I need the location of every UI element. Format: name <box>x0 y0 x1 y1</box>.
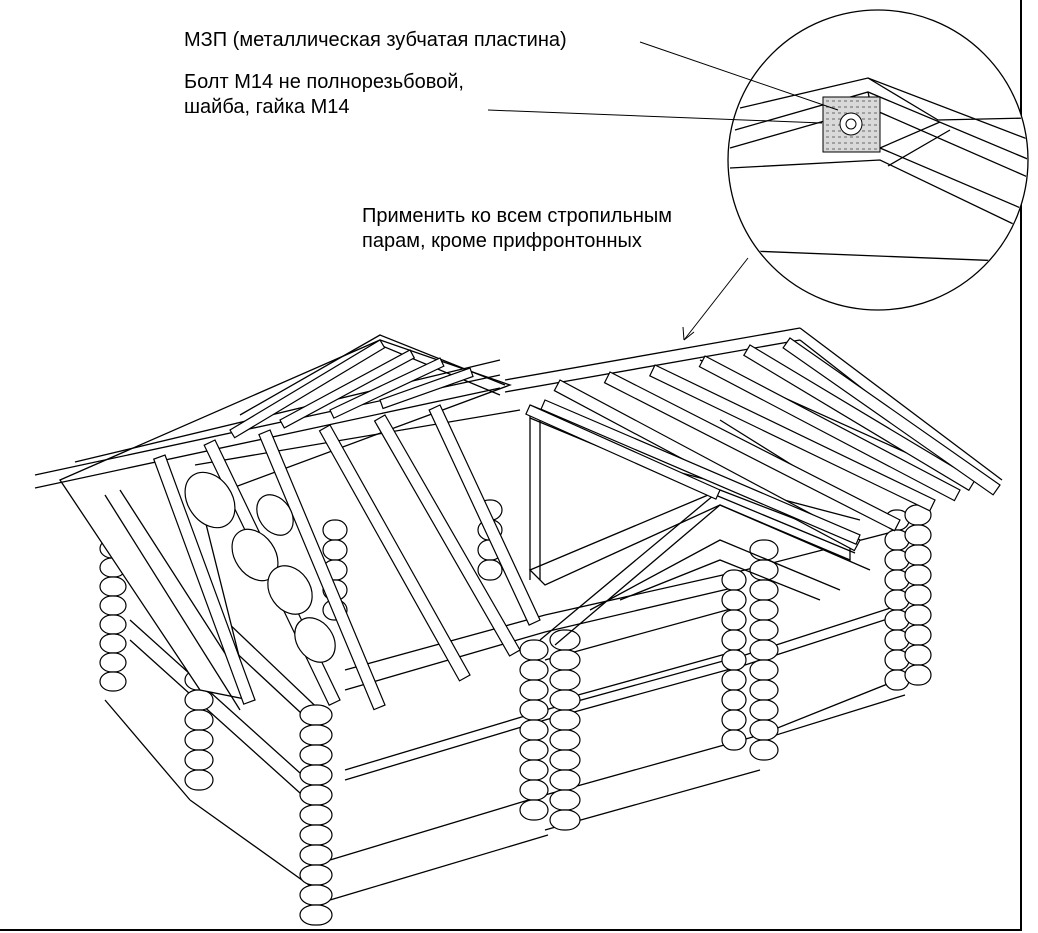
log-round <box>905 625 931 645</box>
log-round <box>100 615 126 634</box>
log-round <box>185 770 213 790</box>
log-round <box>750 540 778 560</box>
toothed-plate <box>823 97 880 152</box>
leader-apply <box>684 258 748 340</box>
log-round <box>100 634 126 653</box>
log-round <box>750 620 778 640</box>
log-round <box>750 600 778 620</box>
log-round <box>185 750 213 770</box>
log-round <box>550 690 580 710</box>
sill-lines <box>105 675 910 900</box>
log-round <box>185 730 213 750</box>
bolt-head <box>846 119 856 129</box>
log-round <box>722 690 746 710</box>
log-round <box>722 730 746 750</box>
log-round <box>550 810 580 830</box>
log-round <box>100 596 126 615</box>
log-round <box>905 565 931 585</box>
log-round <box>750 640 778 660</box>
log-round <box>300 765 332 785</box>
log-round <box>185 710 213 730</box>
log-round <box>520 680 548 700</box>
log-round <box>300 905 332 925</box>
log-round <box>323 520 347 540</box>
log-round <box>300 705 332 725</box>
bolt-label-line2: шайба, гайка М14 <box>184 96 350 118</box>
log-round <box>750 680 778 700</box>
log-round <box>520 660 548 680</box>
apply-label-line1: Применить ко всем стропильным <box>362 205 673 227</box>
log-round <box>550 630 580 650</box>
log-round <box>722 610 746 630</box>
log-round <box>722 570 746 590</box>
log-round <box>750 660 778 680</box>
log-round <box>905 585 931 605</box>
log-round <box>300 845 332 865</box>
log-round <box>722 650 746 670</box>
log-round <box>520 740 548 760</box>
log-house <box>35 328 1002 925</box>
apply-label-line2: парам, кроме прифронтонных <box>362 230 642 252</box>
log-round <box>520 780 548 800</box>
log-columns <box>100 500 931 925</box>
log-round <box>550 650 580 670</box>
log-round <box>300 745 332 765</box>
log-round <box>722 670 746 690</box>
log-round <box>550 790 580 810</box>
log-round <box>550 710 580 730</box>
log-round <box>520 720 548 740</box>
detail-view <box>725 10 1030 310</box>
log-round <box>100 577 126 596</box>
log-round <box>550 770 580 790</box>
log-round <box>300 825 332 845</box>
log-round <box>550 750 580 770</box>
log-round <box>905 605 931 625</box>
log-round <box>550 670 580 690</box>
log-round <box>905 525 931 545</box>
log-round <box>100 672 126 691</box>
mzp-label: МЗП (металлическая зубчатая пластина) <box>184 29 567 51</box>
log-round <box>300 805 332 825</box>
log-round <box>722 630 746 650</box>
log-round <box>750 580 778 600</box>
log-round <box>300 785 332 805</box>
log-round <box>750 740 778 760</box>
log-round <box>520 760 548 780</box>
log-round <box>520 640 548 660</box>
log-round <box>550 730 580 750</box>
log-round <box>100 653 126 672</box>
log-round <box>300 885 332 905</box>
log-round <box>300 725 332 745</box>
log-round <box>750 700 778 720</box>
log-round <box>722 710 746 730</box>
log-round <box>478 560 502 580</box>
log-round <box>905 665 931 685</box>
front-wall-beams <box>345 530 900 780</box>
log-round <box>323 540 347 560</box>
log-round <box>185 690 213 710</box>
log-round <box>905 645 931 665</box>
log-round <box>722 590 746 610</box>
log-round <box>300 865 332 885</box>
log-round <box>750 720 778 740</box>
log-round <box>905 545 931 565</box>
log-round <box>520 700 548 720</box>
bolt-label-line1: Болт М14 не полнорезьбовой, <box>184 71 464 93</box>
log-round <box>520 800 548 820</box>
